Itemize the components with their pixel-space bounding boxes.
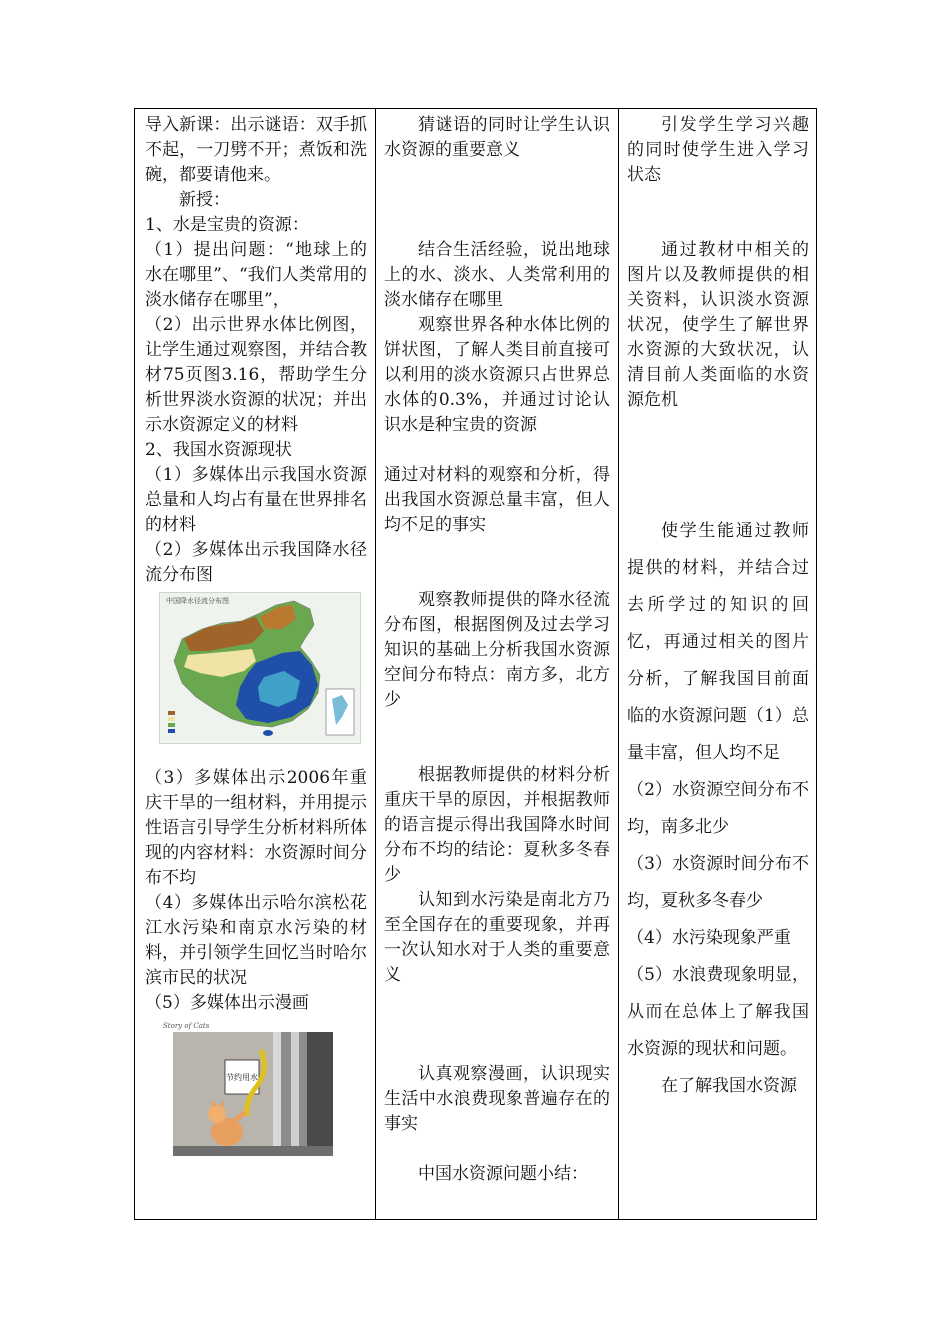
section-1-title: 1、水是宝贵的资源： <box>145 215 309 235</box>
design-intent-6: （4）水污染现象严重 <box>627 928 791 948</box>
design-intent-5: （3）水资源时间分布不均，夏秋多冬春少 <box>627 854 809 911</box>
china-map-icon <box>160 593 360 743</box>
design-intent-1: 引发学生学习兴趣的同时使学生进入学习状态 <box>627 115 809 185</box>
student-activity-8: 认真观察漫画，认识现实生活中水浪费现象普遍存在的事实 <box>384 1064 610 1134</box>
intro-riddle: 导入新课：出示谜语：双手抓不起，一刀劈不开；煮饭和洗碗，都要请他来。 <box>145 115 367 185</box>
china-runoff-map <box>159 592 361 744</box>
student-activity-2: 结合生活经验，说出地球上的水、淡水、人类常利用的淡水储存在哪里 <box>384 240 610 310</box>
design-intent-2: 通过教材中相关的图片以及教师提供的相关资料，认识淡水资源状况，使学生了解世界水资源的大致状况，认清目前人类面临的水资源危机 <box>627 240 809 410</box>
section-1-step-1: （1）提出问题：“地球上的水在哪里”、“我们人类常用的淡水储存在哪里”， <box>145 240 367 310</box>
new-lesson-label: 新授： <box>179 190 230 210</box>
map-title: 中国降水径流分布图 <box>166 597 229 605</box>
section-2-step-2: （2）多媒体出示我国降水径流分布图 <box>145 540 367 585</box>
teacher-activity-column <box>135 109 375 1219</box>
design-intent-7: （5）水浪费现象明显，从而在总体上了解我国水资源的现状和问题。 <box>627 965 809 1059</box>
student-activity-3: 观察世界各种水体比例的饼状图，了解人类目前直接可以利用的淡水资源只占世界总水体的0.3%，并通过讨论认识水是种宝贵的资源 <box>384 315 610 435</box>
section-2-step-3: （3）多媒体出示2006年重庆干旱的一组材料，并用提示性语言引导学生分析材料所体现的内容材料：水资源时间分布不均 <box>145 768 367 888</box>
student-activity-4: 通过对材料的观察和分析，得出我国水资源总量丰富，但人均不足的事实 <box>384 465 610 535</box>
section-2-title: 2、我国水资源现状 <box>145 440 292 460</box>
section-2-step-5: （5）多媒体出示漫画 <box>145 993 309 1013</box>
student-activity-5: 观察教师提供的降水径流分布图，根据图例及过去学习知识的基础上分析我国水资源空间分布特点：南方多，北方少 <box>384 590 610 710</box>
cartoon-sign-text: 节约用水 <box>226 1073 258 1082</box>
student-activity-9: 中国水资源问题小结： <box>418 1164 588 1184</box>
student-activity-1: 猜谜语的同时让学生认识水资源的重要意义 <box>384 115 610 160</box>
design-intent-4: （2）水资源空间分布不均，南多北少 <box>627 780 809 837</box>
section-2-step-1: （1）多媒体出示我国水资源总量和人均占有量在世界排名的材料 <box>145 465 367 535</box>
lesson-table <box>134 108 817 1220</box>
section-2-step-4: （4）多媒体出示哈尔滨松花江水污染和南京水污染的材料，并引领学生回忆当时哈尔滨市民的状况 <box>145 893 367 988</box>
design-intent-8: 在了解我国水资源 <box>661 1076 797 1096</box>
student-activity-7: 认知到水污染是南北方乃至全国存在的重要现象，并再一次认知水对于人类的重要意义 <box>384 890 610 985</box>
student-activity-column <box>376 109 618 1219</box>
student-activity-6: 根据教师提供的材料分析重庆干旱的原因，并根据教师的语言提示得出我国降水时间分布不均的结论：夏秋多冬春少 <box>384 765 610 885</box>
section-1-step-2: （2）出示世界水体比例图，让学生通过观察图，并结合教材75页图3.16，帮助学生分析世界淡水资源的状况；并出示水资源定义的材料 <box>145 315 367 435</box>
cat-faucet-cartoon-icon <box>161 1020 333 1158</box>
design-intent-3: 使学生能通过教师提供的材料，并结合过去所学过的知识的回忆，再通过相关的图片分析，了解我国目前面临的水资源问题（1）总量丰富，但人均不足 <box>627 521 809 763</box>
design-intent-column <box>619 109 817 1219</box>
water-waste-cartoon <box>161 1020 333 1158</box>
cartoon-caption: Story of Cats <box>163 1022 210 1030</box>
